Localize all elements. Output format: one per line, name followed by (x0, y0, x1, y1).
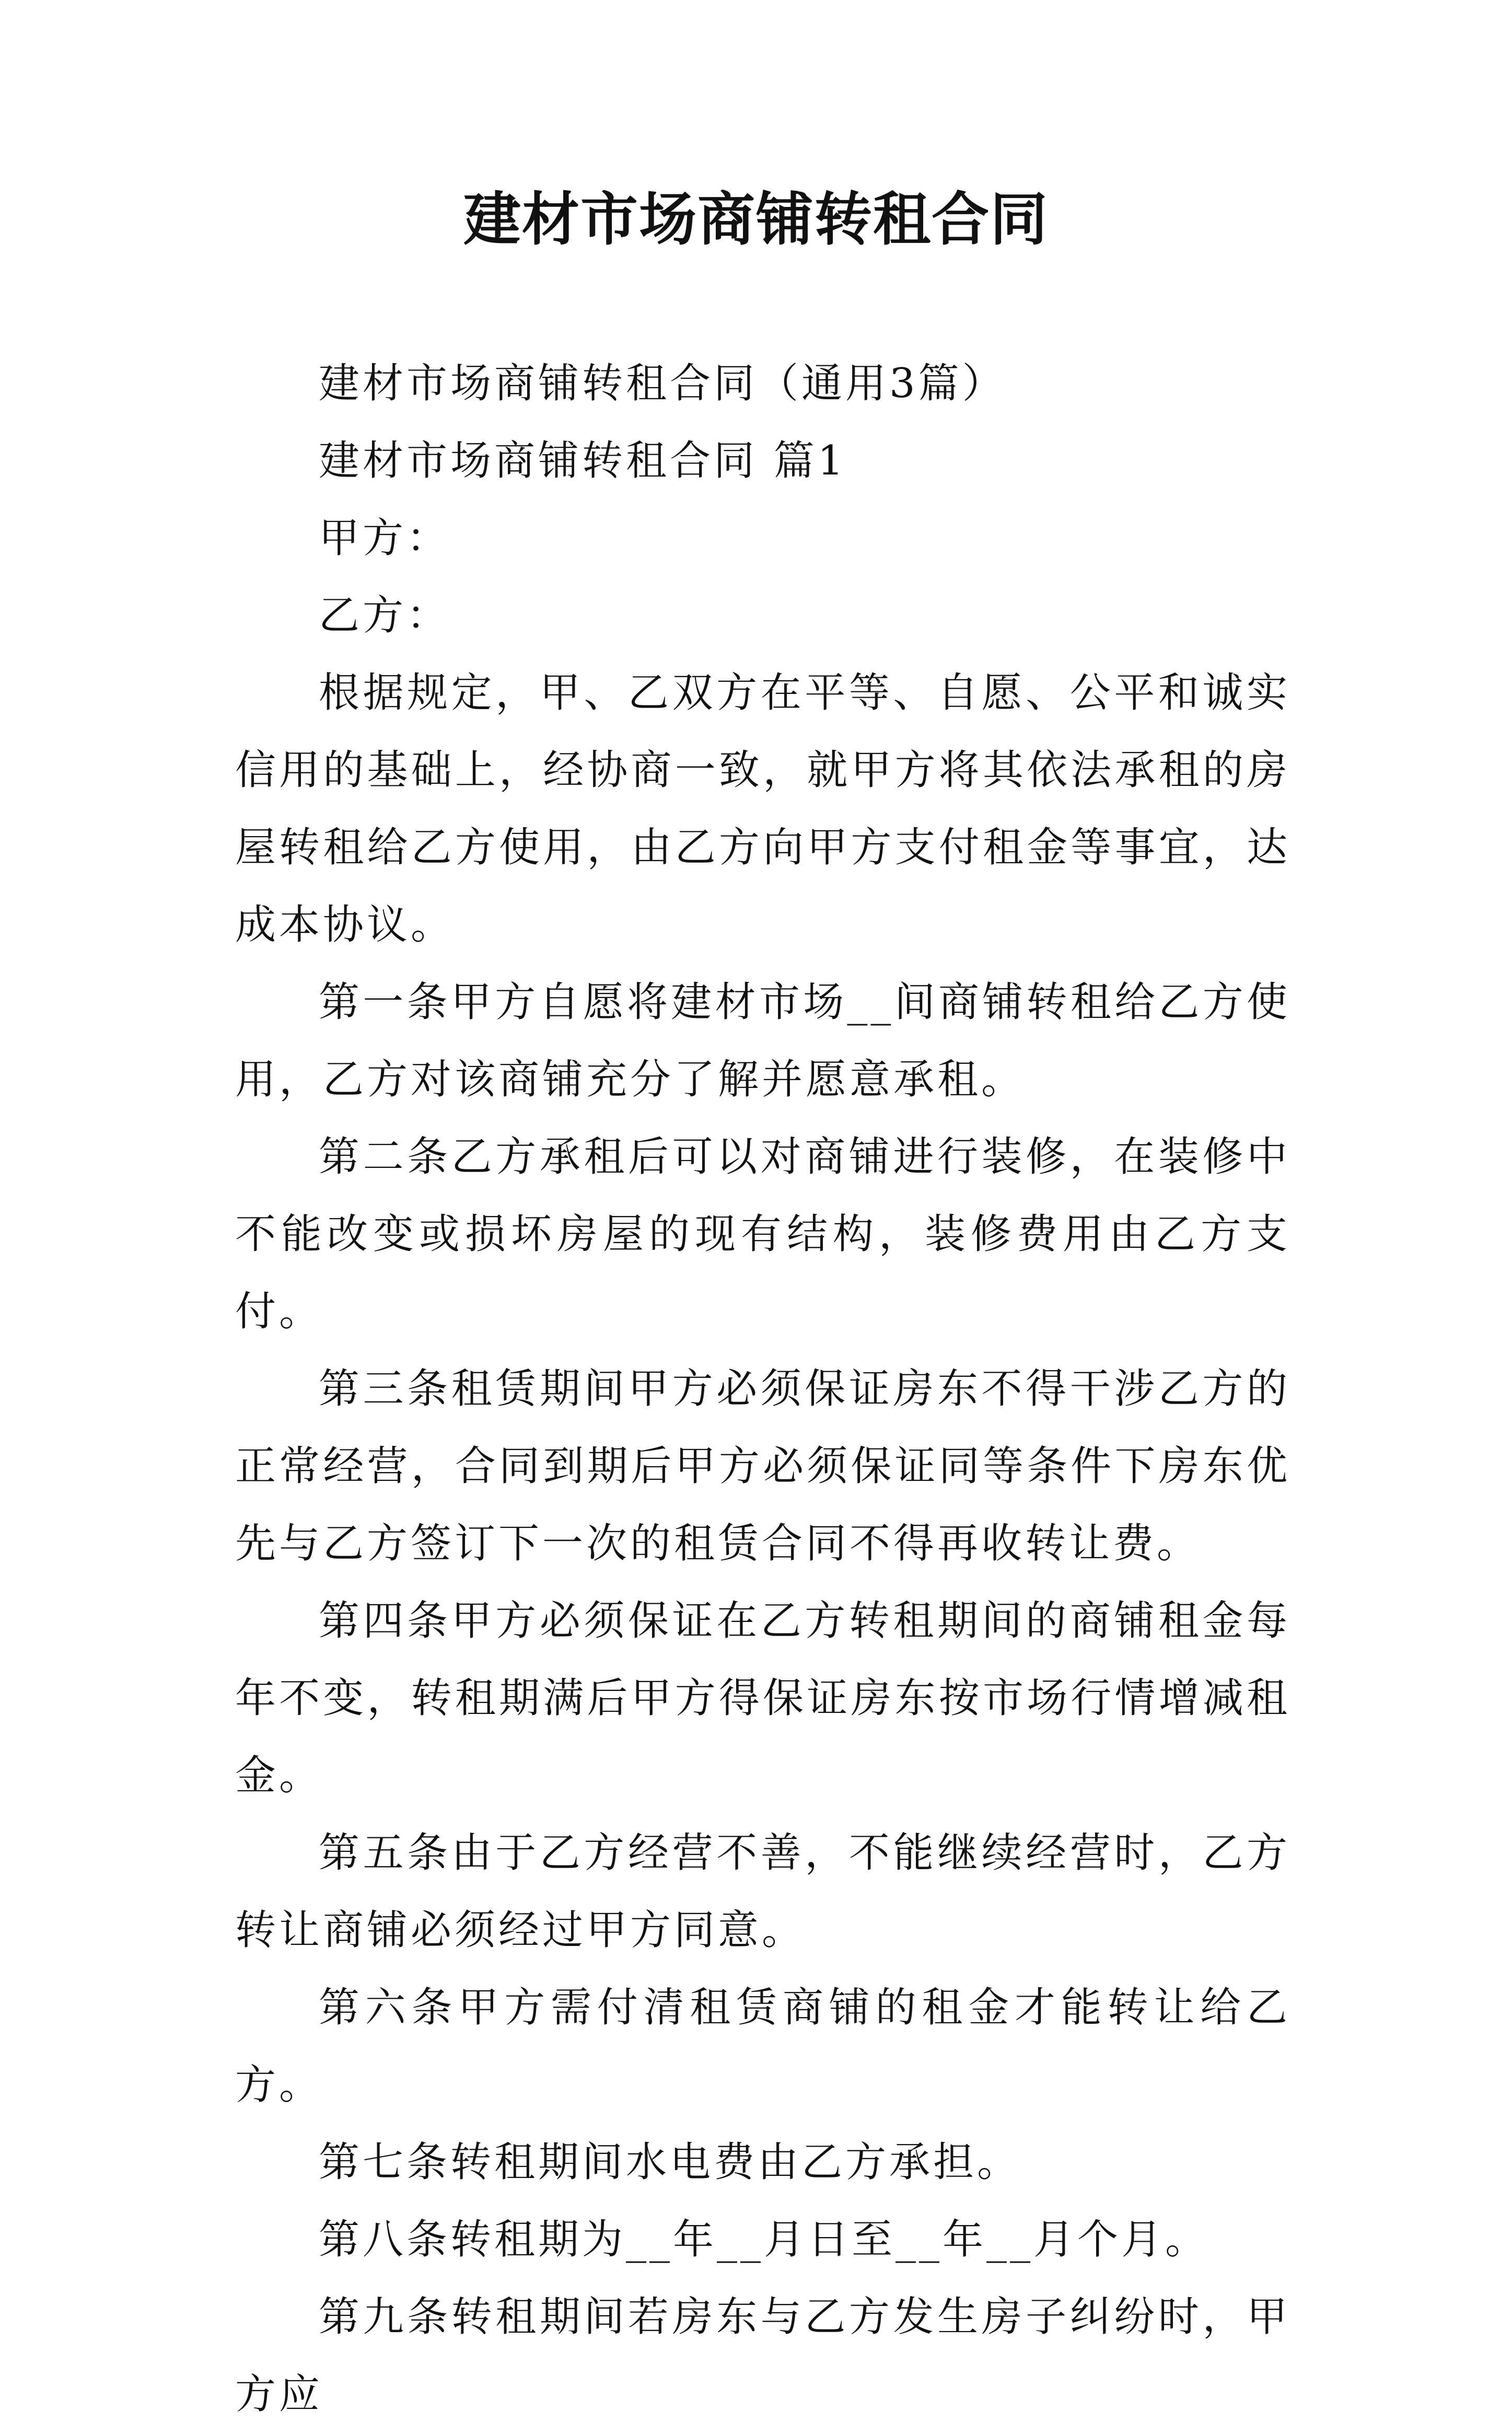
document-body (235, 345, 1290, 2433)
doc-subtitle: 建材市场商铺转租合同（通用3篇） (319, 360, 1006, 407)
article-6: 第六条甲方需付清租赁商铺的租金才能转让给乙方。 (235, 1984, 1290, 2108)
article-8: 第八条转租期为__年__月日至__年__月个月。 (319, 2216, 1209, 2263)
section-heading: 建材市场商铺转租合同 篇1 (319, 437, 847, 484)
article-9: 第九条转租期间若房东与乙方发生房子纠纷时，甲方应 (235, 2293, 1290, 2418)
party-a-label: 甲方： (319, 515, 451, 562)
article-3: 第三条租赁期间甲方必须保证房东不得干涉乙方的正常经营，合同到期后甲方必须保证同等条件下房东优先与乙方签订下一次的租赁合同不得再收转让费。 (235, 1365, 1290, 1567)
article-7: 第七条转租期间水电费由乙方承担。 (319, 2139, 1021, 2186)
party-b-label: 乙方： (319, 592, 451, 639)
intro-paragraph: 根据规定，甲、乙双方在平等、自愿、公平和诚实信用的基础上，经协商一致，就甲方将其依法承租的房屋转租给乙方使用，由乙方向甲方支付租金等事宜，达成本协议。 (235, 669, 1290, 948)
document-title: 建材市场商铺转租合同 (463, 186, 1049, 253)
article-2: 第二条乙方承租后可以对商铺进行装修，在装修中不能改变或损坏房屋的现有结构，装修费用由乙方支付。 (235, 1133, 1290, 1335)
article-5: 第五条由于乙方经营不善，不能继续经营时，乙方转让商铺必须经过甲方同意。 (235, 1829, 1290, 1954)
article-1: 第一条甲方自愿将建材市场__间商铺转租给乙方使用，乙方对该商铺充分了解并愿意承租。 (235, 979, 1290, 1103)
article-4: 第四条甲方必须保证在乙方转租期间的商铺租金每年不变，转租期满后甲方得保证房东按市场行情增减租金。 (235, 1597, 1290, 1799)
